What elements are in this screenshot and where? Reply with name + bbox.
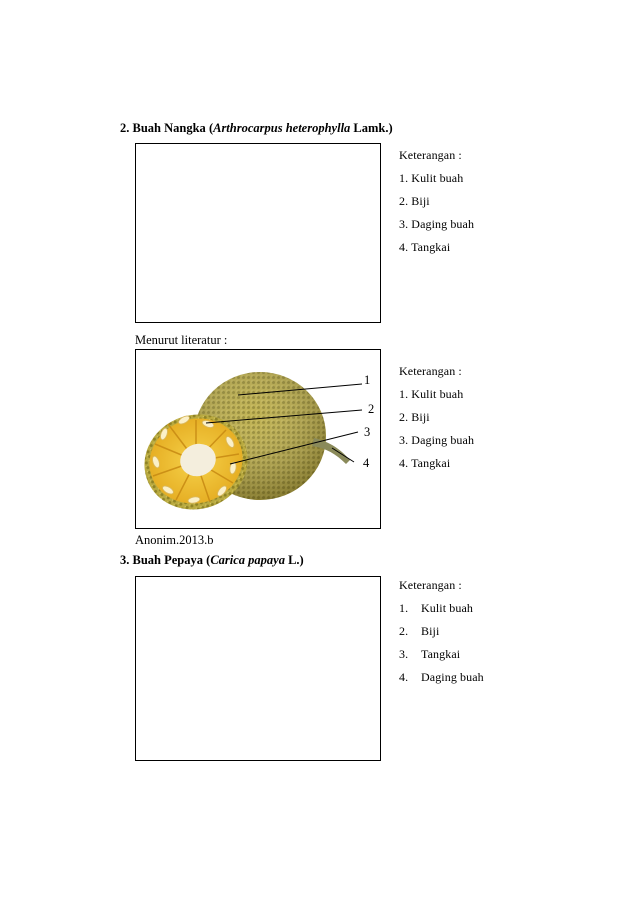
legend-item: 4. Tangkai — [399, 240, 451, 254]
literature-label: Menurut literatur : — [135, 333, 228, 347]
legend-item: 4. Tangkai — [399, 456, 451, 470]
legend-item: 2. Biji — [399, 194, 430, 208]
legend-item — [399, 601, 473, 616]
section-3-author: L.) — [288, 553, 304, 567]
section-3-open-paren: ( — [206, 553, 211, 567]
legend-item: 3. Daging buah — [399, 433, 475, 447]
jackfruit-legend-photo — [399, 364, 599, 484]
legend-item — [399, 647, 460, 662]
section-3-name: Buah Pepaya — [132, 553, 204, 567]
jackfruit-drawing-box — [135, 143, 381, 323]
section-3-number: 3. — [120, 553, 130, 567]
legend-item-number: 2. — [399, 624, 409, 638]
jackfruit-photo-box — [135, 349, 381, 529]
section-3-heading — [120, 553, 304, 568]
photo-label-3: 3 — [364, 425, 371, 439]
image-source: Anonim.2013.b — [135, 533, 214, 547]
jackfruit-legend-drawing — [399, 148, 599, 268]
section-2-latin-name: Arthrocarpus heterophylla — [213, 121, 351, 135]
legend-item-number: 3. — [399, 647, 409, 661]
legend-item: 1. Kulit buah — [399, 387, 464, 401]
legend-item-number: 4. — [399, 670, 409, 684]
legend-item: 2. Biji — [399, 410, 430, 424]
papaya-legend — [399, 578, 599, 698]
section-2-heading — [120, 121, 393, 136]
legend-item — [399, 624, 439, 639]
section-2-number: 2. — [120, 121, 130, 135]
section-2-author: Lamk.) — [353, 121, 393, 135]
photo-label-1: 1 — [364, 373, 371, 387]
legend-item-text: Tangkai — [421, 647, 461, 661]
legend-title: Keterangan : — [399, 364, 462, 378]
photo-label-4: 4 — [363, 456, 370, 470]
section-3-latin-name: Carica papaya — [210, 553, 285, 567]
legend-title: Keterangan : — [399, 148, 462, 162]
legend-item-text: Daging buah — [421, 670, 484, 684]
papaya-drawing-box — [135, 576, 381, 761]
section-2-name: Buah Nangka — [132, 121, 206, 135]
legend-item: 3. Daging buah — [399, 217, 475, 231]
legend-item-number: 1. — [399, 601, 409, 615]
legend-title: Keterangan : — [399, 578, 462, 592]
legend-item: 1. Kulit buah — [399, 171, 464, 185]
legend-item-text: Biji — [421, 624, 440, 638]
section-2-open-paren: ( — [208, 121, 214, 135]
legend-item — [399, 670, 484, 685]
photo-label-2: 2 — [368, 402, 375, 416]
legend-item-text: Kulit buah — [421, 601, 473, 615]
jackfruit-illustration — [136, 350, 380, 528]
